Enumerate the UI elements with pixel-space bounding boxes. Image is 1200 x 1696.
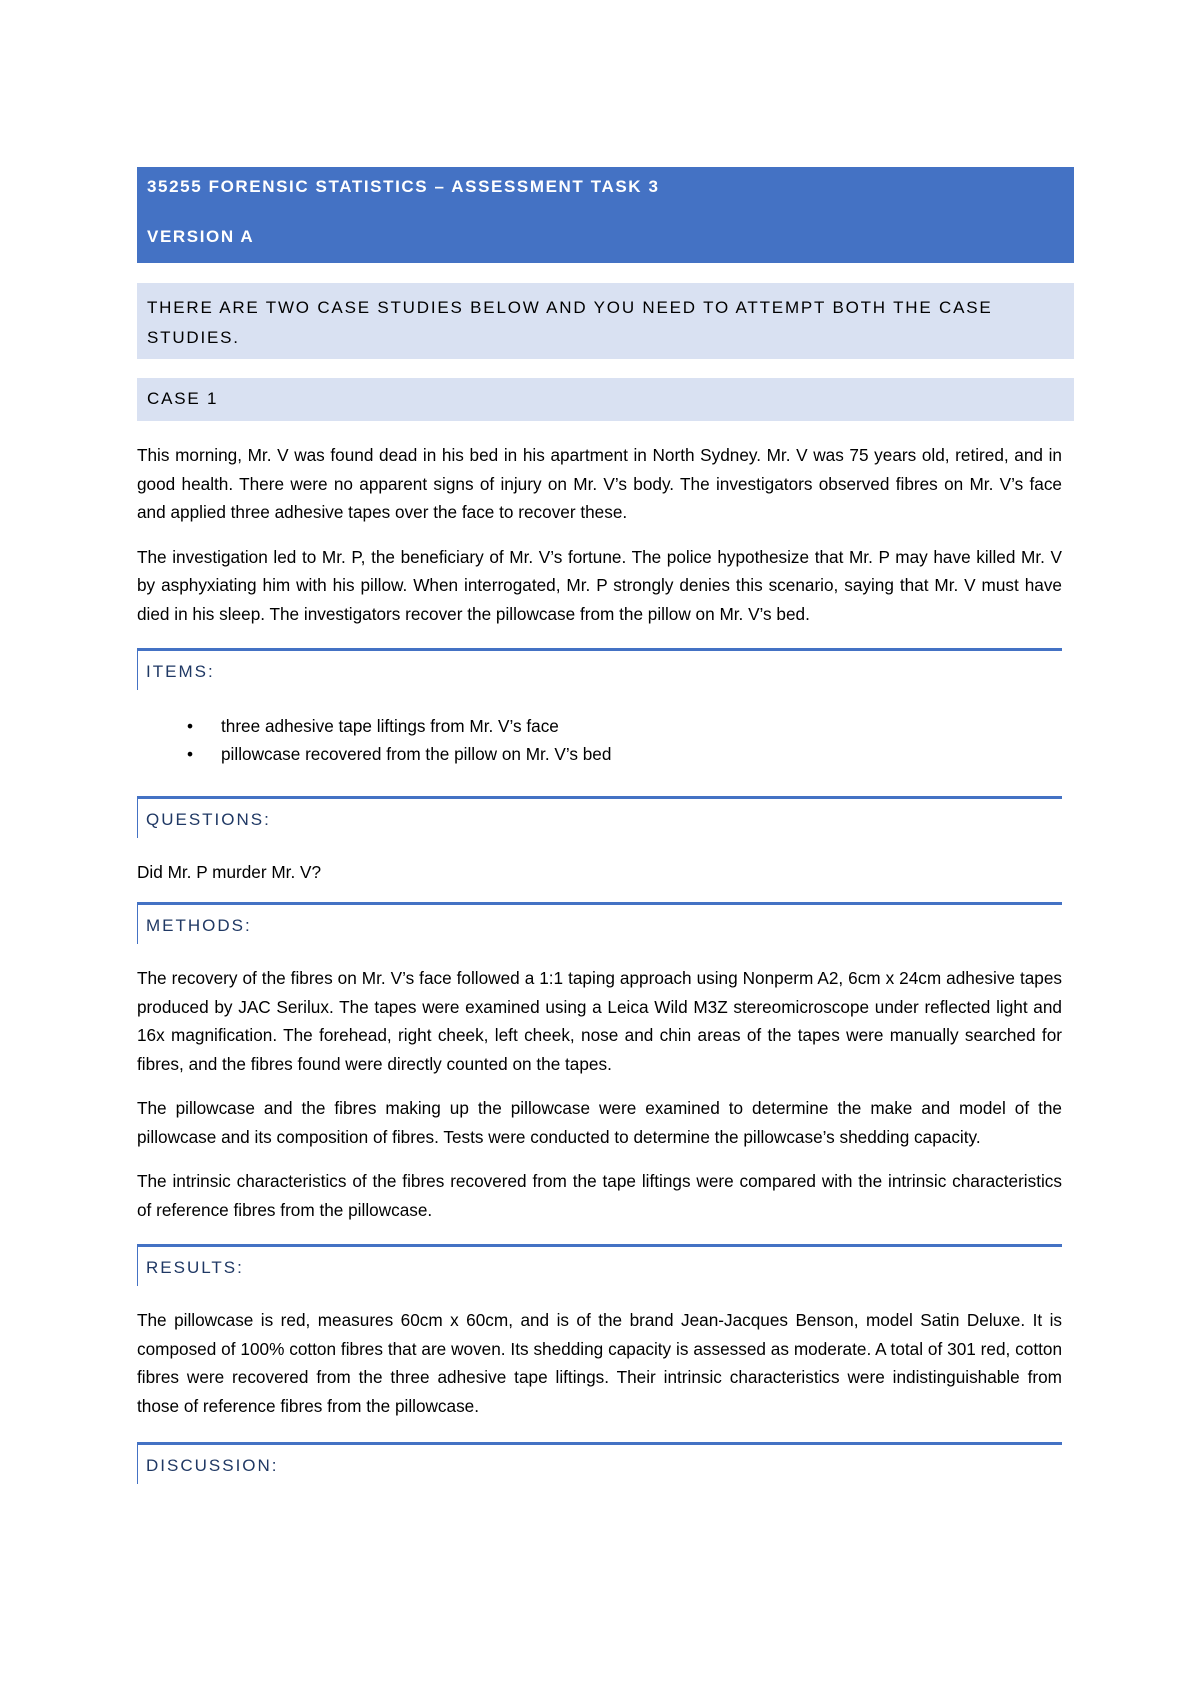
document-content [137, 167, 1074, 1484]
questions-heading: QUESTIONS: [137, 796, 1062, 838]
bullet-icon: • [187, 744, 194, 764]
bullet-icon: • [187, 716, 194, 736]
case-heading: CASE 1 [137, 378, 1074, 421]
list-item: • three adhesive tape liftings from Mr. V’s face [137, 712, 1074, 740]
question-text: Did Mr. P murder Mr. V? [137, 862, 322, 882]
discussion-heading: DISCUSSION: [137, 1442, 1062, 1484]
methods-paragraph: The intrinsic characteristics of the fibres recovered from the tape liftings were compared with the intrinsic characteristics of reference fibres from the pillowcase. [137, 1171, 1062, 1220]
list-item: • pillowcase recovered from the pillow on Mr. V’s bed [137, 740, 1074, 768]
items-heading: ITEMS: [137, 648, 1062, 690]
methods-heading: METHODS: [137, 902, 1062, 944]
case-paragraph: This morning, Mr. V was found dead in his bed in his apartment in North Sydney. Mr. V was 75 years old, retired, and in good health. There were no apparent signs of injury on Mr. V’s body. The investigators observed fibres on Mr. V’s face and applied three adhesive tapes over the face to recover these. [137, 445, 1062, 522]
version-label: VERSION A [147, 227, 255, 246]
results-paragraph: The pillowcase is red, measures 60cm x 60cm, and is of the brand Jean-Jacques Benson, model Satin Deluxe. It is composed of 100% cotton fibres that are woven. Its shedding capacity is assessed as moderate. A total of 301 red, cotton fibres were recovered from the three adhesive tape liftings. Their intrinsic characteristics were indistinguishable from those of reference fibres from the pillowcase. [137, 1310, 1062, 1416]
instructions-banner: THERE ARE TWO CASE STUDIES BELOW AND YOU NEED TO ATTEMPT BOTH THE CASE STUDIES. [137, 283, 1074, 359]
title-banner [137, 167, 1074, 263]
document-title: 35255 FORENSIC STATISTICS – ASSESSMENT TASK 3 [147, 177, 660, 196]
methods-paragraph: The pillowcase and the fibres making up the pillowcase were examined to determine the make and model of the pillowcase and its composition of fibres. Tests were conducted to determine the pillowcase’s shedding capacity. [137, 1098, 1062, 1147]
items-list [137, 712, 1074, 768]
case-paragraph: The investigation led to Mr. P, the beneficiary of Mr. V’s fortune. The police hypothesize that Mr. P may have killed Mr. V by asphyxiating him with his pillow. When interrogated, Mr. P strongly denies this scenario, saying that Mr. V must have died in his sleep. The investigators recover the pillowcase from the pillow on Mr. V’s bed. [137, 546, 1062, 624]
results-heading: RESULTS: [137, 1244, 1062, 1286]
methods-paragraph: The recovery of the fibres on Mr. V’s face followed a 1:1 taping approach using Nonperm A2, 6cm x 24cm adhesive tapes produced by JAC Serilux. The tapes were examined using a Leica Wild M3Z stereomicroscope under reflected light and 16x magnification. The forehead, right cheek, left cheek, nose and chin areas of the tapes were manually searched for fibres, and the fibres found were directly counted on the tapes. [137, 968, 1062, 1074]
